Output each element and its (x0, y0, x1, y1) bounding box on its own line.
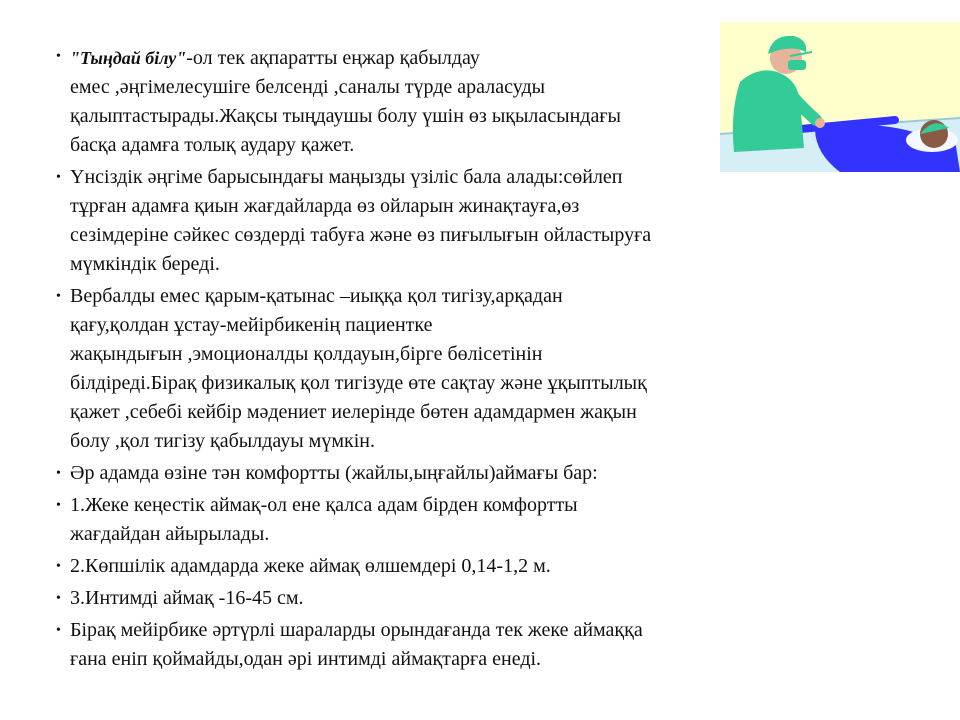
bullet-line: ғана еніп қоймайды,одан әрі интимді аймақтарға енеді. (70, 648, 542, 670)
bullet-nurse-zones (56, 616, 776, 674)
bullet-nonverbal (56, 282, 776, 456)
bullet-line: Үнсіздік әңгіме барысындағы маңызды үзіліс бала алады:сөйлеп (70, 166, 623, 188)
bullet-personal-zone (56, 491, 776, 549)
bullet-lead-term: "Тыңдай білу" (70, 48, 187, 68)
bullet-line: -ол тек ақпаратты еңжар қабылдау (186, 47, 480, 69)
bullet-intimate-zone (56, 584, 776, 613)
bullet-marker: • (56, 591, 61, 606)
bullet-line: басқа адамға толық аудару қажет. (70, 134, 355, 156)
bullet-line: сезімдеріне сәйкес сөздерді табуға және өз пиғылығын ойластыруға (70, 224, 652, 246)
slide-content (56, 44, 776, 677)
bullet-marker: • (56, 466, 61, 481)
bullet-line: Әр адамда өзіне тән комфортты (жайлы,ыңғайлы)аймағы бар: (70, 462, 598, 484)
bullet-marker: • (56, 559, 61, 574)
bullet-marker: • (56, 289, 61, 304)
bullet-public-zone (56, 552, 776, 581)
bullet-silence (56, 163, 776, 279)
bullet-line: Вербалды емес қарым-қатынас –иыққа қол тигізу,арқадан (70, 285, 563, 307)
bullet-line: Бірақ мейірбике әртүрлі шараларды орындағанда тек жеке аймаққа (70, 619, 643, 641)
bullet-line: тұрған адамға қиын жағдайларда өз ойларын жинақтауға,өз (70, 195, 580, 217)
bullet-line: жағдайдан айырылады. (70, 523, 270, 545)
bullet-line: 2.Көпшілік адамдарда жеке аймақ өлшемдері 0,14-1,2 м. (70, 555, 551, 577)
bullet-marker: • (56, 498, 61, 513)
bullet-line: мүмкіндік береді. (70, 253, 220, 275)
bullet-marker: • (56, 49, 61, 64)
bullet-line: жақындығын ,эмоционалды қолдауын,бірге бөлісетінін (70, 343, 543, 365)
bullet-listening-skill (56, 44, 776, 160)
bullet-line: болу ,қол тигізу қабылдауы мүмкін. (70, 430, 375, 452)
bullet-line: қағу,қолдан ұстау-мейірбикенің пациентке (70, 314, 433, 336)
bullet-line: білдіреді.Бірақ физикалық қол тигізуде өте сақтау және ұқыптылық (70, 372, 647, 394)
bullet-marker: • (56, 170, 61, 185)
bullet-line: қалыптастырады.Жақсы тыңдаушы болу үшін өз ықыласындағы (70, 105, 621, 127)
bullet-comfort-zone (56, 459, 776, 488)
bullet-line: 1.Жеке кеңестік аймақ-ол ене қалса адам бірден комфортты (70, 494, 578, 516)
bullet-marker: • (56, 623, 61, 638)
bullet-line: емес ,әңгімелесушіге белсенді ,саналы түрде араласуды (70, 76, 546, 98)
bullet-line: қажет ,себебі кейбір мәдениет иелерінде бөтен адамдармен жақын (70, 401, 637, 423)
bullet-line: 3.Интимді аймақ -16-45 см. (70, 587, 304, 609)
